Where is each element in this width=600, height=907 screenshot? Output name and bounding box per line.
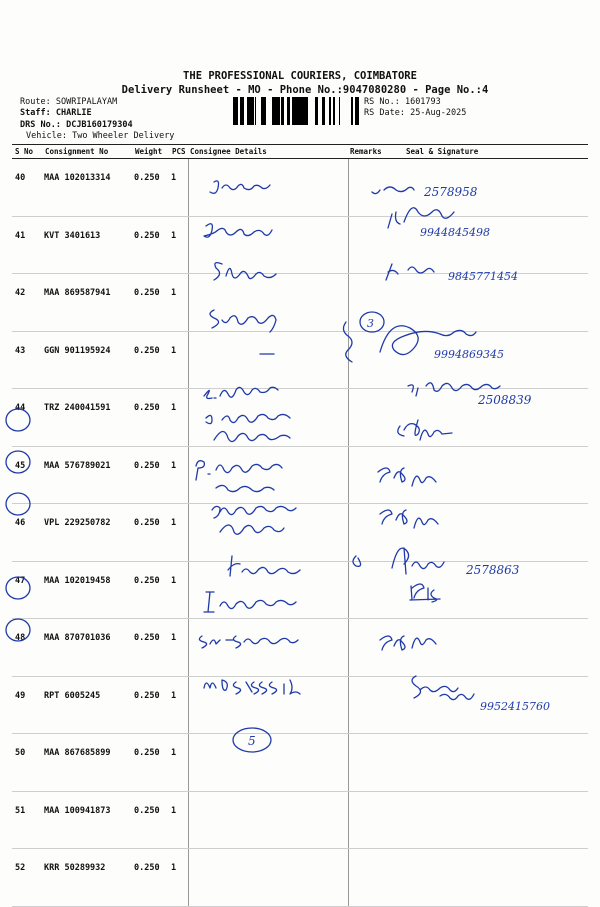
row-weight: 0.250 — [133, 561, 170, 619]
table-row — [12, 676, 588, 734]
route-line: Route: SOWRIPALAYAM — [20, 97, 118, 107]
row-consignee-details — [188, 331, 348, 389]
row-seal-signature — [392, 676, 588, 734]
receiver-phone: 2508839 — [478, 393, 532, 407]
row-pcs: 1 — [170, 504, 188, 562]
row-weight: 0.250 — [133, 676, 170, 734]
table-row — [12, 216, 588, 274]
row-consignment: MAA 102013314 — [43, 159, 133, 217]
runsheet-table — [12, 144, 588, 907]
row-sno: 45 — [12, 446, 43, 504]
row-remarks — [348, 561, 392, 619]
receiver-phone: 2578958 — [424, 185, 478, 199]
table-row — [12, 504, 588, 562]
row-consignee-details — [188, 389, 348, 447]
row-pcs: 1 — [170, 446, 188, 504]
row-consignee-details — [188, 619, 348, 677]
table-row — [12, 389, 588, 447]
row-consignee-details — [188, 849, 348, 907]
row-weight: 0.250 — [133, 791, 170, 849]
runsheet-title: Delivery Runsheet - MO - Phone No.:9047080280 - Page No.:4 — [121, 84, 489, 96]
row-seal-signature — [392, 504, 588, 562]
row-pcs: 1 — [170, 561, 188, 619]
vehicle-value: Two Wheeler Delivery — [72, 131, 175, 141]
row-consignment: KRR 50289932 — [43, 849, 133, 907]
staff-line: Staff: CHARLIE — [20, 108, 92, 118]
table-row — [12, 331, 588, 389]
col-sno: S No — [12, 145, 43, 159]
row-remarks — [348, 389, 392, 447]
receiver-phone: 9994869345 — [434, 348, 504, 361]
row-weight: 0.250 — [133, 216, 170, 274]
row-remarks — [348, 504, 392, 562]
row-weight: 0.250 — [133, 849, 170, 907]
row-sno: 48 — [12, 619, 43, 677]
vehicle-line: Vehicle: Two Wheeler Delivery — [26, 131, 175, 141]
row-consignee-details — [188, 446, 348, 504]
table-row — [12, 619, 588, 677]
row-seal-signature — [392, 274, 588, 332]
row-consignment: MAA 102019458 — [43, 561, 133, 619]
row-remarks — [348, 619, 392, 677]
row-seal-signature — [392, 561, 588, 619]
drs-line: DRS No.: DCJB160179304 — [20, 120, 133, 130]
row-seal-signature — [392, 734, 588, 792]
row-pcs: 1 — [170, 331, 188, 389]
row-weight: 0.250 — [133, 274, 170, 332]
row-consignment: MAA 869587941 — [43, 274, 133, 332]
row-remarks — [348, 849, 392, 907]
row-sno: 41 — [12, 216, 43, 274]
receiver-phone: 9944845498 — [420, 226, 490, 239]
table-row — [12, 561, 588, 619]
table-header — [12, 145, 588, 159]
row-weight: 0.250 — [133, 734, 170, 792]
row-sno: 47 — [12, 561, 43, 619]
row-consignment: TRZ 240041591 — [43, 389, 133, 447]
row-sno: 42 — [12, 274, 43, 332]
rs-no-value: 1601793 — [404, 97, 441, 107]
row-remarks — [348, 331, 392, 389]
table-row — [12, 159, 588, 217]
col-seal: Seal & Signature — [392, 145, 588, 159]
col-pcs: PCS — [170, 145, 188, 159]
row-sno: 49 — [12, 676, 43, 734]
table-row — [12, 849, 588, 907]
col-consignment: Consignment No — [43, 145, 133, 159]
row-sno: 52 — [12, 849, 43, 907]
row-remarks — [348, 159, 392, 217]
route-value: SOWRIPALAYAM — [55, 97, 118, 107]
row-pcs: 1 — [170, 619, 188, 677]
row-remarks — [348, 216, 392, 274]
row-seal-signature — [392, 159, 588, 217]
row-remarks — [348, 676, 392, 734]
row-pcs: 1 — [170, 274, 188, 332]
row-consignee-details — [188, 159, 348, 217]
row-remarks — [348, 446, 392, 504]
row-consignment: GGN 901195924 — [43, 331, 133, 389]
row-remarks — [348, 734, 392, 792]
row-consignment: KVT 3401613 — [43, 216, 133, 274]
barcode — [233, 97, 361, 125]
row-sno: 46 — [12, 504, 43, 562]
row-consignment: MAA 867685899 — [43, 734, 133, 792]
receiver-phone: 9952415760 — [480, 700, 550, 713]
receiver-phone: 9845771454 — [448, 270, 518, 283]
row-consignee-details — [188, 216, 348, 274]
row-seal-signature — [392, 216, 588, 274]
row-sno: 40 — [12, 159, 43, 217]
row-consignment: VPL 229250782 — [43, 504, 133, 562]
row-weight: 0.250 — [133, 619, 170, 677]
row-pcs: 1 — [170, 389, 188, 447]
row-consignee-details — [188, 734, 348, 792]
rs-date-line: RS Date: 25-Aug-2025 — [364, 108, 467, 118]
table-row — [12, 734, 588, 792]
row-consignee-details — [188, 676, 348, 734]
row-pcs: 1 — [170, 849, 188, 907]
company-title: THE PROFESSIONAL COURIERS, COIMBATORE — [183, 70, 417, 82]
col-weight: Weight — [133, 145, 170, 159]
row-seal-signature — [392, 619, 588, 677]
col-consignee: Consignee Details — [188, 145, 348, 159]
table-row — [12, 274, 588, 332]
row-remarks — [348, 274, 392, 332]
row-pcs: 1 — [170, 734, 188, 792]
row-sno: 44 — [12, 389, 43, 447]
row-sno: 43 — [12, 331, 43, 389]
row-sno: 51 — [12, 791, 43, 849]
rs-no-line: RS No.: 1601793 — [364, 97, 441, 107]
row-consignee-details — [188, 504, 348, 562]
row-consignee-details — [188, 274, 348, 332]
row-consignment: MAA 100941873 — [43, 791, 133, 849]
circled-mark-number: 3 — [367, 317, 374, 330]
row-pcs: 1 — [170, 676, 188, 734]
row-consignment: MAA 870701036 — [43, 619, 133, 677]
row-seal-signature — [392, 446, 588, 504]
row-pcs: 1 — [170, 159, 188, 217]
rs-date-value: 25-Aug-2025 — [410, 108, 467, 118]
row-consignee-details — [188, 561, 348, 619]
drs-value: DCJB160179304 — [66, 120, 133, 130]
row-pcs: 1 — [170, 216, 188, 274]
table-row — [12, 446, 588, 504]
circled-count-number: 5 — [248, 734, 256, 748]
staff-value: CHARLIE — [55, 108, 92, 118]
receiver-phone: 2578863 — [466, 563, 520, 577]
row-weight: 0.250 — [133, 446, 170, 504]
row-pcs: 1 — [170, 791, 188, 849]
row-seal-signature — [392, 849, 588, 907]
col-remarks: Remarks — [348, 145, 392, 159]
row-sno: 50 — [12, 734, 43, 792]
row-weight: 0.250 — [133, 331, 170, 389]
row-seal-signature — [392, 331, 588, 389]
row-weight: 0.250 — [133, 159, 170, 217]
row-seal-signature — [392, 389, 588, 447]
row-weight: 0.250 — [133, 504, 170, 562]
row-consignment: MAA 576789021 — [43, 446, 133, 504]
row-consignment: RPT 6005245 — [43, 676, 133, 734]
row-weight: 0.250 — [133, 389, 170, 447]
